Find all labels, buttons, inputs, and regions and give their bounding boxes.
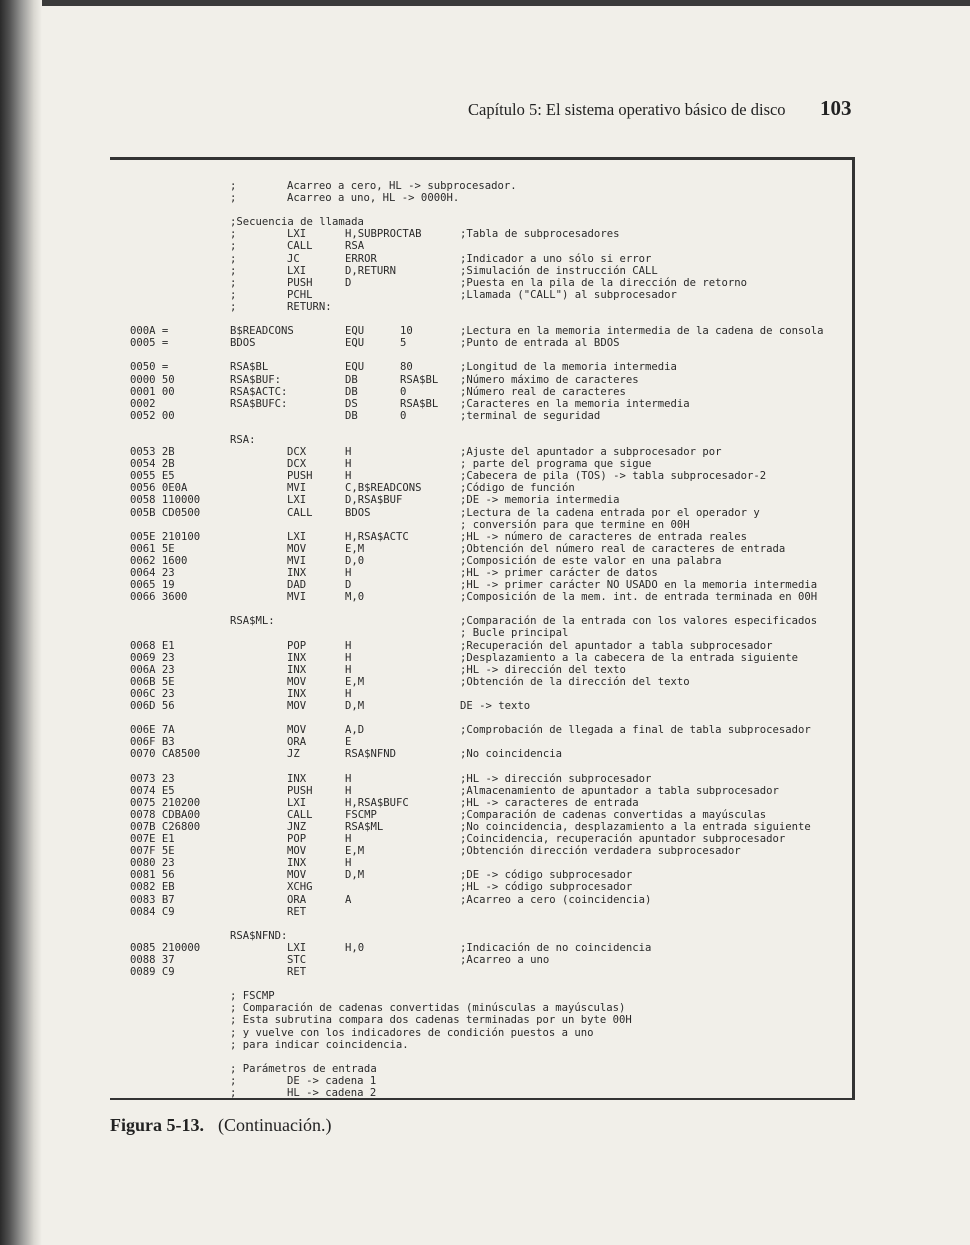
listing-comment: ;DE -> memoria intermedia	[460, 494, 620, 507]
listing-line	[127, 265, 837, 277]
listing-mnemonic: ORA	[287, 736, 307, 749]
listing-line	[127, 228, 837, 240]
listing-line	[127, 664, 837, 676]
listing-comment: ;HL -> código subprocesador	[460, 881, 633, 894]
listing-comment: ;Simulación de instrucción CALL	[460, 264, 658, 277]
listing-mnemonic: LXI	[287, 494, 307, 507]
listing-label: ;	[230, 300, 237, 313]
listing-label: ;	[230, 180, 237, 192]
listing-operand: EQU	[345, 337, 365, 350]
listing-address: 0082 EB	[130, 881, 175, 894]
listing-label: B$READCONS	[230, 325, 294, 338]
listing-address: 0078 CDBA00	[130, 808, 201, 821]
listing-operand: EQU	[345, 361, 365, 374]
listing-mnemonic: CALL	[287, 808, 313, 821]
listing-line	[127, 180, 837, 192]
listing-operand: H,RSA$ACTC	[345, 530, 409, 543]
listing-label: ; y vuelve con los indicadores de condición puestos a uno	[230, 1026, 594, 1039]
listing-line	[127, 906, 837, 918]
running-header	[468, 96, 852, 120]
listing-mnemonic: LXI	[287, 228, 307, 241]
chapter-title: Capítulo 5: El sistema operativo básico de disco	[468, 100, 786, 119]
listing-label: BDOS	[230, 337, 256, 350]
listing-operand: E,M	[345, 675, 365, 688]
listing-operand: D	[345, 579, 352, 592]
listing-comment: ;Obtención del número real de caracteres de entrada	[460, 542, 786, 555]
listing-line	[127, 543, 837, 555]
listing-line	[127, 192, 837, 204]
listing-address: 0066 3600	[130, 591, 188, 604]
listing-operand: DB	[345, 385, 358, 398]
listing-comment: ;Lectura de la cadena entrada por el operador y	[460, 506, 760, 519]
listing-label: ; para indicar coincidencia.	[230, 1038, 409, 1051]
listing-address: 0070 CA8500	[130, 748, 201, 761]
listing-line	[127, 748, 837, 760]
listing-line	[127, 640, 837, 652]
listing-mnemonic: STC	[287, 954, 307, 966]
listing-operand: H	[345, 687, 352, 700]
listing-operand: A	[345, 893, 352, 906]
listing-comment: ;Acarreo a cero (coincidencia)	[460, 893, 652, 906]
listing-mnemonic: PUSH	[287, 784, 313, 797]
listing-line	[127, 857, 837, 869]
listing-operand: C,B$READCONS	[345, 482, 422, 495]
listing-mnemonic: DE -> cadena 1	[287, 1074, 377, 1087]
listing-address: 0002	[130, 397, 156, 410]
listing-mnemonic: JZ	[287, 748, 300, 761]
listing-comment: ;HL -> primer carácter NO USADO en la memoria intermedia	[460, 579, 818, 592]
listing-line	[127, 966, 837, 978]
listing-line	[127, 398, 837, 410]
listing-line	[127, 881, 837, 893]
listing-mnemonic: DCX	[287, 446, 307, 459]
figure-label: Figura 5-13.	[110, 1115, 204, 1135]
listing-operand: RSA$NFND	[345, 748, 397, 761]
listing-label: ;	[230, 228, 237, 241]
listing-line	[127, 494, 837, 506]
listing-comment: ; parte del programa que sigue	[460, 458, 652, 471]
listing-operand: ERROR	[345, 252, 377, 265]
listing-operand: DB	[345, 409, 358, 422]
listing-address: 006C 23	[130, 687, 175, 700]
listing-line	[127, 277, 837, 289]
listing-operand: FSCMP	[345, 808, 377, 821]
listing-mnemonic: JC	[287, 252, 300, 265]
listing-operand: H,RSA$BUFC	[345, 796, 409, 809]
listing-line	[127, 591, 837, 603]
listing-line	[127, 216, 837, 228]
listing-line	[127, 724, 837, 736]
listing-mnemonic: JNZ	[287, 820, 307, 833]
listing-address: 0054 2B	[130, 458, 175, 471]
listing-line	[127, 301, 837, 313]
listing-line	[127, 507, 837, 519]
listing-mnemonic: LXI	[287, 530, 307, 543]
listing-value: 0	[400, 409, 407, 422]
listing-address: 000A =	[130, 325, 169, 338]
listing-label: RSA$BUFC:	[230, 397, 288, 410]
listing-comment: ;Obtención dirección verdadera subprocesador	[460, 845, 741, 858]
listing-operand: H	[345, 651, 352, 664]
listing-address: 007E E1	[130, 833, 175, 846]
listing-mnemonic: PCHL	[287, 288, 313, 301]
listing-mnemonic: CALL	[287, 506, 313, 519]
listing-address: 006F B3	[130, 736, 175, 749]
listing-line	[127, 531, 837, 543]
listing-mnemonic: INX	[287, 663, 307, 676]
listing-operand: RSA$ML	[345, 820, 384, 833]
listing-mnemonic: CALL	[287, 240, 313, 253]
listing-label: ; Parámetros de entrada	[230, 1062, 377, 1075]
listing-label: ;Secuencia de llamada	[230, 216, 364, 229]
listing-line	[127, 736, 837, 748]
listing-comment: ;Comparación de la entrada con los valores especificados	[460, 615, 818, 628]
listing-label: ; Comparación de cadenas convertidas (minúsculas a mayúsculas)	[230, 1002, 626, 1015]
listing-line	[127, 918, 837, 930]
listing-comment: ; Bucle principal	[460, 627, 569, 640]
listing-operand: H	[345, 567, 352, 579]
listing-comment: ;Caracteres en la memoria intermedia	[460, 397, 690, 410]
listing-address: 0064 23	[130, 567, 175, 579]
listing-line	[127, 1039, 837, 1051]
listing-operand: RSA	[345, 240, 365, 253]
listing-line	[127, 1002, 837, 1014]
listing-operand: D,RETURN	[345, 264, 397, 277]
listing-line	[127, 688, 837, 700]
listing-label: ;	[230, 240, 237, 253]
listing-label: ;	[230, 192, 237, 205]
listing-line	[127, 930, 837, 942]
listing-comment: ;Desplazamiento a la cabecera de la entrada siguiente	[460, 651, 799, 664]
listing-line	[127, 809, 837, 821]
figure-caption-text: (Continuación.)	[218, 1115, 332, 1135]
listing-line	[127, 567, 837, 579]
listing-address: 0081 56	[130, 869, 175, 882]
listing-operand: BDOS	[345, 506, 371, 519]
listing-line	[127, 337, 837, 349]
listing-mnemonic: MVI	[287, 554, 307, 567]
listing-address: 007F 5E	[130, 845, 175, 858]
listing-address: 0062 1600	[130, 554, 188, 567]
listing-operand: E,M	[345, 542, 365, 555]
listing-operand: H	[345, 458, 352, 471]
listing-mnemonic: DCX	[287, 458, 307, 471]
listing-label: ;	[230, 252, 237, 265]
listing-comment: ;Código de función	[460, 482, 575, 495]
listing-address: 006D 56	[130, 700, 175, 713]
listing-line	[127, 833, 837, 845]
listing-line	[127, 349, 837, 361]
listing-line	[127, 470, 837, 482]
listing-comment: ;HL -> dirección del texto	[460, 663, 626, 676]
assembly-listing	[127, 180, 837, 1099]
listing-operand: H,0	[345, 941, 365, 954]
listing-operand: DS	[345, 397, 358, 410]
listing-line	[127, 555, 837, 567]
listing-operand: D,M	[345, 700, 365, 713]
listing-comment: ;Número real de caracteres	[460, 385, 626, 398]
listing-address: 0085 210000	[130, 941, 201, 954]
listing-operand: H	[345, 784, 352, 797]
listing-mnemonic: PUSH	[287, 276, 313, 289]
listing-value: 80	[400, 361, 413, 374]
listing-line	[127, 627, 837, 639]
listing-label: RSA$ACTC:	[230, 385, 288, 398]
listing-comment: ;HL -> caracteres de entrada	[460, 796, 639, 809]
listing-mnemonic: INX	[287, 651, 307, 664]
listing-line	[127, 446, 837, 458]
listing-comment: ;Llamada ("CALL") al subprocesador	[460, 288, 677, 301]
book-binding-shadow	[0, 0, 42, 1245]
listing-line	[127, 615, 837, 627]
listing-label: ;	[230, 288, 237, 301]
listing-comment: ;Indicador a uno sólo si error	[460, 252, 652, 265]
listing-value: 10	[400, 325, 413, 338]
listing-comment: ;Obtención de la dirección del texto	[460, 675, 690, 688]
listing-mnemonic: XCHG	[287, 881, 313, 894]
listing-address: 0083 B7	[130, 893, 175, 906]
listing-address: 0084 C9	[130, 905, 175, 918]
page-top-edge	[0, 0, 970, 6]
listing-address: 005B CD0500	[130, 506, 201, 519]
listing-mnemonic: MOV	[287, 869, 307, 882]
listing-address: 0052 00	[130, 409, 175, 422]
listing-mnemonic: RET	[287, 966, 307, 979]
listing-mnemonic: INX	[287, 772, 307, 785]
listing-line	[127, 1027, 837, 1039]
listing-operand: H	[345, 663, 352, 676]
listing-operand: D,RSA$BUF	[345, 494, 403, 507]
page-number: 103	[820, 96, 852, 120]
listing-comment: ;Composición de la mem. int. de entrada terminada en 00H	[460, 591, 818, 604]
listing-operand: H	[345, 857, 352, 870]
listing-mnemonic: RETURN:	[287, 300, 332, 313]
listing-line	[127, 422, 837, 434]
listing-line	[127, 386, 837, 398]
listing-line	[127, 253, 837, 265]
listing-operand: D,0	[345, 554, 365, 567]
listing-address: 0055 E5	[130, 470, 175, 483]
listing-comment: ;HL -> primer carácter de datos	[460, 567, 658, 579]
listing-comment: ;Composición de este valor en una palabra	[460, 554, 722, 567]
listing-line	[127, 458, 837, 470]
listing-line	[127, 942, 837, 954]
listing-operand: M,0	[345, 591, 365, 604]
figure-caption	[110, 1115, 331, 1136]
listing-mnemonic: RET	[287, 905, 307, 918]
listing-comment: ;Almacenamiento de apuntador a tabla subprocesador	[460, 784, 779, 797]
listing-mnemonic: LXI	[287, 264, 307, 277]
listing-line	[127, 700, 837, 712]
listing-label: ; Esta subrutina compara dos cadenas terminadas por un byte 00H	[230, 1014, 632, 1027]
listing-comment: ;No coincidencia	[460, 748, 563, 761]
listing-line	[127, 845, 837, 857]
listing-value: 0	[400, 385, 407, 398]
listing-address: 0073 23	[130, 772, 175, 785]
listing-line	[127, 579, 837, 591]
listing-comment: ;HL -> número de caracteres de entrada reales	[460, 530, 748, 543]
listing-operand: DB	[345, 373, 358, 386]
listing-line	[127, 1087, 837, 1099]
listing-line	[127, 821, 837, 833]
listing-mnemonic: DAD	[287, 579, 307, 592]
listing-label: ;	[230, 264, 237, 277]
listing-line	[127, 374, 837, 386]
listing-address: 0075 210200	[130, 796, 201, 809]
listing-mnemonic: LXI	[287, 796, 307, 809]
listing-mnemonic: LXI	[287, 941, 307, 954]
listing-comment: ;Coincidencia, recuperación apuntador subprocesador	[460, 833, 786, 846]
listing-address: 006E 7A	[130, 724, 175, 737]
listing-address: 0005 =	[130, 337, 169, 350]
listing-line	[127, 325, 837, 337]
listing-line	[127, 652, 837, 664]
listing-label: ;	[230, 1074, 237, 1087]
listing-line	[127, 1063, 837, 1075]
listing-comment: ;Cabecera de pila (TOS) -> tabla subprocesador-2	[460, 470, 767, 483]
listing-comment: ;Tabla de subprocesadores	[460, 228, 620, 241]
listing-address: 0000 50	[130, 373, 175, 386]
listing-operand: H	[345, 772, 352, 785]
listing-comment: ;Longitud de la memoria intermedia	[460, 361, 677, 374]
listing-mnemonic: MOV	[287, 724, 307, 737]
listing-operand: H	[345, 446, 352, 459]
listing-comment: ;Punto de entrada al BDOS	[460, 337, 620, 350]
listing-line	[127, 761, 837, 773]
listing-operand: A,D	[345, 724, 365, 737]
listing-value: RSA$BL	[400, 397, 439, 410]
listing-mnemonic: MOV	[287, 542, 307, 555]
listing-address: 0058 110000	[130, 494, 201, 507]
listing-address: 006B 5E	[130, 675, 175, 688]
listing-line	[127, 978, 837, 990]
listing-line	[127, 954, 837, 966]
listing-address: 0089 C9	[130, 966, 175, 979]
listing-line	[127, 1014, 837, 1026]
listing-line	[127, 240, 837, 252]
listing-address: 007B C26800	[130, 820, 201, 833]
listing-mnemonic: INX	[287, 687, 307, 700]
listing-line	[127, 482, 837, 494]
listing-address: 0056 0E0A	[130, 482, 188, 495]
listing-label: RSA$ML:	[230, 615, 275, 628]
listing-comment: ; conversión para que termine en 00H	[460, 518, 690, 531]
listing-operand: EQU	[345, 325, 365, 338]
listing-line	[127, 773, 837, 785]
listing-address: 0050 =	[130, 361, 169, 374]
listing-line	[127, 712, 837, 724]
listing-line	[127, 434, 837, 446]
listing-label: RSA$BUF:	[230, 373, 282, 386]
listing-operand: H,SUBPROCTAB	[345, 228, 422, 241]
listing-line	[127, 894, 837, 906]
listing-mnemonic: ORA	[287, 893, 307, 906]
listing-value: RSA$BL	[400, 373, 439, 386]
listing-mnemonic: Acarreo a cero, HL -> subprocesador.	[287, 180, 517, 192]
listing-label: ; FSCMP	[230, 990, 275, 1003]
listing-mnemonic: Acarreo a uno, HL -> 0000H.	[287, 192, 460, 205]
listing-line	[127, 361, 837, 373]
listing-line	[127, 410, 837, 422]
listing-comment: ;HL -> dirección subprocesador	[460, 772, 652, 785]
listing-comment: ;Indicación de no coincidencia	[460, 941, 652, 954]
listing-mnemonic: HL -> cadena 2	[287, 1087, 377, 1100]
listing-label: RSA:	[230, 433, 256, 446]
listing-mnemonic: INX	[287, 567, 307, 579]
listing-comment: ;terminal de seguridad	[460, 409, 601, 422]
listing-comment: ;Comparación de cadenas convertidas a mayúsculas	[460, 808, 767, 821]
listing-label: ;	[230, 1087, 237, 1100]
listing-address: 0088 37	[130, 954, 175, 966]
listing-address: 0001 00	[130, 385, 175, 398]
listing-line	[127, 519, 837, 531]
listing-address: 005E 210100	[130, 530, 201, 543]
listing-address: 006A 23	[130, 663, 175, 676]
listing-comment: ;Ajuste del apuntador a subprocesador por	[460, 446, 722, 459]
listing-operand: D,M	[345, 869, 365, 882]
listing-mnemonic: MVI	[287, 591, 307, 604]
listing-address: 0074 E5	[130, 784, 175, 797]
listing-label: RSA$BL	[230, 361, 269, 374]
listing-address: 0053 2B	[130, 446, 175, 459]
listing-operand: H	[345, 639, 352, 652]
listing-line	[127, 289, 837, 301]
listing-mnemonic: POP	[287, 639, 307, 652]
listing-comment: ;Acarreo a uno	[460, 954, 550, 966]
listing-operand: E	[345, 736, 352, 749]
listing-operand: E,M	[345, 845, 365, 858]
listing-mnemonic: INX	[287, 857, 307, 870]
listing-value: 5	[400, 337, 407, 350]
listing-line	[127, 785, 837, 797]
listing-comment: ;No coincidencia, desplazamiento a la entrada siguiente	[460, 820, 811, 833]
listing-operand: H	[345, 833, 352, 846]
listing-line	[127, 797, 837, 809]
listing-mnemonic: MOV	[287, 700, 307, 713]
listing-comment: ;DE -> código subprocesador	[460, 869, 633, 882]
listing-operand: D	[345, 276, 352, 289]
listing-address: 0068 E1	[130, 639, 175, 652]
listing-label: ;	[230, 276, 237, 289]
listing-mnemonic: MOV	[287, 845, 307, 858]
listing-line	[127, 990, 837, 1002]
listing-address: 0069 23	[130, 651, 175, 664]
listing-line	[127, 676, 837, 688]
listing-address: 0065 19	[130, 579, 175, 592]
listing-line	[127, 1075, 837, 1087]
listing-comment: ;Número máximo de caracteres	[460, 373, 639, 386]
listing-line	[127, 313, 837, 325]
listing-label: RSA$NFND:	[230, 929, 288, 942]
listing-line	[127, 1051, 837, 1063]
listing-comment: ;Comprobación de llegada a final de tabla subprocesador	[460, 724, 811, 737]
listing-operand: H	[345, 470, 352, 483]
listing-line	[127, 204, 837, 216]
listing-mnemonic: POP	[287, 833, 307, 846]
listing-comment: ;Recuperación del apuntador a tabla subprocesador	[460, 639, 773, 652]
listing-comment: DE -> texto	[460, 700, 531, 713]
listing-mnemonic: MOV	[287, 675, 307, 688]
listing-address: 0061 5E	[130, 542, 175, 555]
listing-mnemonic: MVI	[287, 482, 307, 495]
listing-comment: ;Lectura en la memoria intermedia de la cadena de consola	[460, 325, 824, 338]
listing-address: 0080 23	[130, 857, 175, 870]
listing-mnemonic: PUSH	[287, 470, 313, 483]
listing-line	[127, 603, 837, 615]
listing-line	[127, 869, 837, 881]
listing-comment: ;Puesta en la pila de la dirección de retorno	[460, 276, 748, 289]
